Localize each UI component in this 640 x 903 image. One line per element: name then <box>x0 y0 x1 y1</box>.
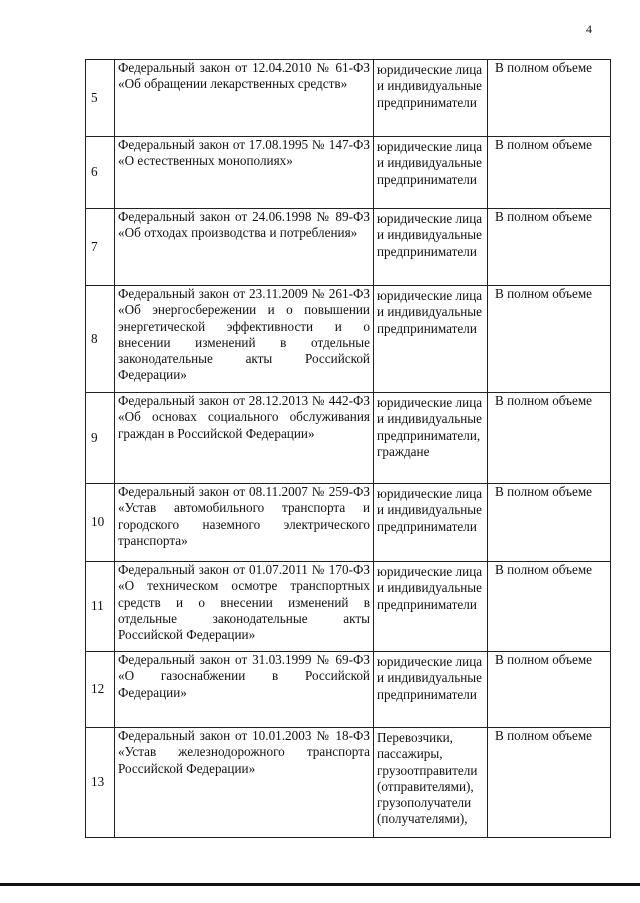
table-row <box>86 60 611 137</box>
row-number: 8 <box>86 286 115 393</box>
table-row <box>86 652 611 728</box>
regulated-subjects: юридические лица и индивидуальные предприниматели <box>374 137 488 209</box>
application-scope: В полном объеме <box>488 728 611 838</box>
law-title: Федеральный закон от 08.11.2007 № 259-ФЗ «Устав автомобильного транспорта и городского наземного электрического транспорта» <box>115 484 374 562</box>
table-row <box>86 286 611 393</box>
table-row <box>86 137 611 209</box>
table-row <box>86 393 611 484</box>
application-scope: В полном объеме <box>488 484 611 562</box>
bottom-scan-rule <box>0 883 640 886</box>
application-scope: В полном объеме <box>488 652 611 728</box>
regulated-subjects: юридические лица и индивидуальные предприниматели <box>374 484 488 562</box>
row-number: 12 <box>86 652 115 728</box>
law-title: Федеральный закон от 31.03.1999 № 69-ФЗ «О газоснабжении в Российской Федерации» <box>115 652 374 728</box>
table-row <box>86 728 611 838</box>
row-number: 5 <box>86 60 115 137</box>
law-title: Федеральный закон от 17.08.1995 № 147-ФЗ «О естественных монополиях» <box>115 137 374 209</box>
row-number: 13 <box>86 728 115 838</box>
law-title: Федеральный закон от 23.11.2009 № 261-ФЗ «Об энергосбережении и о повышении энергетической эффективности и о внесении изменений в отдельные законодательные акты Российской Федерации» <box>115 286 374 393</box>
regulated-subjects: юридические лица и индивидуальные предприниматели <box>374 60 488 137</box>
page-number: 4 <box>586 22 592 36</box>
application-scope: В полном объеме <box>488 209 611 286</box>
law-title: Федеральный закон от 28.12.2013 № 442-ФЗ «Об основах социального обслуживания граждан в Российской Федерации» <box>115 393 374 484</box>
application-scope: В полном объеме <box>488 286 611 393</box>
row-number: 10 <box>86 484 115 562</box>
application-scope: В полном объеме <box>488 562 611 652</box>
regulated-subjects: юридические лица и индивидуальные предприниматели <box>374 652 488 728</box>
row-number: 9 <box>86 393 115 484</box>
law-title: Федеральный закон от 01.07.2011 № 170-ФЗ «О техническом осмотре транспортных средств и о внесении изменений в отдельные законодательные акты Российской Федерации» <box>115 562 374 652</box>
law-title: Федеральный закон от 10.01.2003 № 18-ФЗ «Устав железнодорожного транспорта Российской Федерации» <box>115 728 374 838</box>
row-number: 6 <box>86 137 115 209</box>
row-number: 7 <box>86 209 115 286</box>
application-scope: В полном объеме <box>488 393 611 484</box>
application-scope: В полном объеме <box>488 137 611 209</box>
regulated-subjects: юридические лица и индивидуальные предприниматели <box>374 562 488 652</box>
table-row <box>86 562 611 652</box>
laws-table <box>85 59 611 838</box>
table-row <box>86 209 611 286</box>
table-row <box>86 484 611 562</box>
law-title: Федеральный закон от 12.04.2010 № 61-ФЗ «Об обращении лекарственных средств» <box>115 60 374 137</box>
law-title: Федеральный закон от 24.06.1998 № 89-ФЗ «Об отходах производства и потребления» <box>115 209 374 286</box>
regulated-subjects: юридические лица и индивидуальные предприниматели <box>374 209 488 286</box>
row-number: 11 <box>86 562 115 652</box>
regulated-subjects: юридические лица и индивидуальные предприниматели, граждане <box>374 393 488 484</box>
regulated-subjects: юридические лица и индивидуальные предприниматели <box>374 286 488 393</box>
application-scope: В полном объеме <box>488 60 611 137</box>
regulated-subjects: Перевозчики, пассажиры, грузоотправители (отправителями), грузополучатели (получателями), <box>374 728 488 838</box>
